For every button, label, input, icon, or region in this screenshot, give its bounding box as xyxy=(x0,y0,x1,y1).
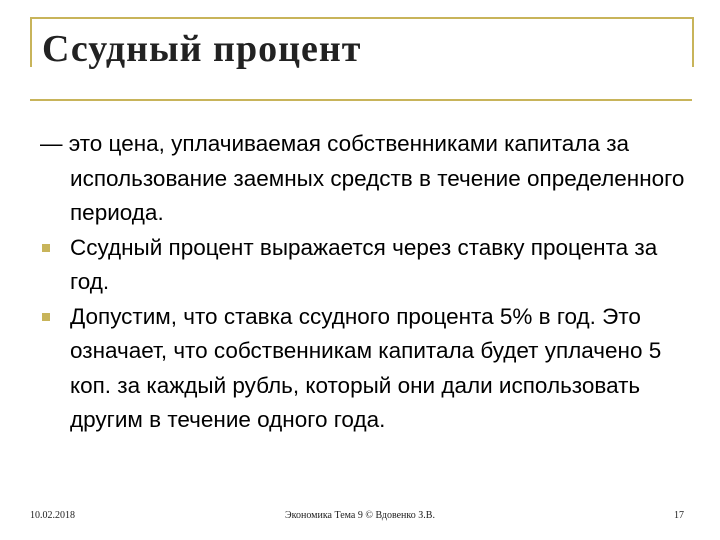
bullet-item xyxy=(40,231,690,300)
intro-text: — это цена, уплачиваемая собственниками капитала за использование заемных средств в течение определенного периода. xyxy=(40,131,685,225)
square-bullet-icon xyxy=(42,313,50,321)
title-underline xyxy=(30,99,692,101)
footer-date: 10.02.2018 xyxy=(30,510,75,521)
bullet-text: Ссудный процент выражается через ставку процента за год. xyxy=(70,234,658,294)
frame-top-line xyxy=(30,17,692,19)
slide-body xyxy=(40,127,690,438)
frame-left-line xyxy=(30,17,32,67)
page-number: 17 xyxy=(674,510,684,521)
footer-course: Экономика Тема 9 © Вдовенко З.В. xyxy=(285,510,435,521)
square-bullet-icon xyxy=(42,244,50,252)
frame-right-line xyxy=(692,17,694,67)
slide-title: Ссудный процент xyxy=(42,28,362,70)
bullet-text: Допустим, что ставка ссудного процента 5% в год. Это означает, что собственникам капитала будет уплачено 5 коп. за каждый рубль, который они дали использовать другим в течение одного года. xyxy=(70,303,662,432)
bullet-item xyxy=(40,300,690,438)
